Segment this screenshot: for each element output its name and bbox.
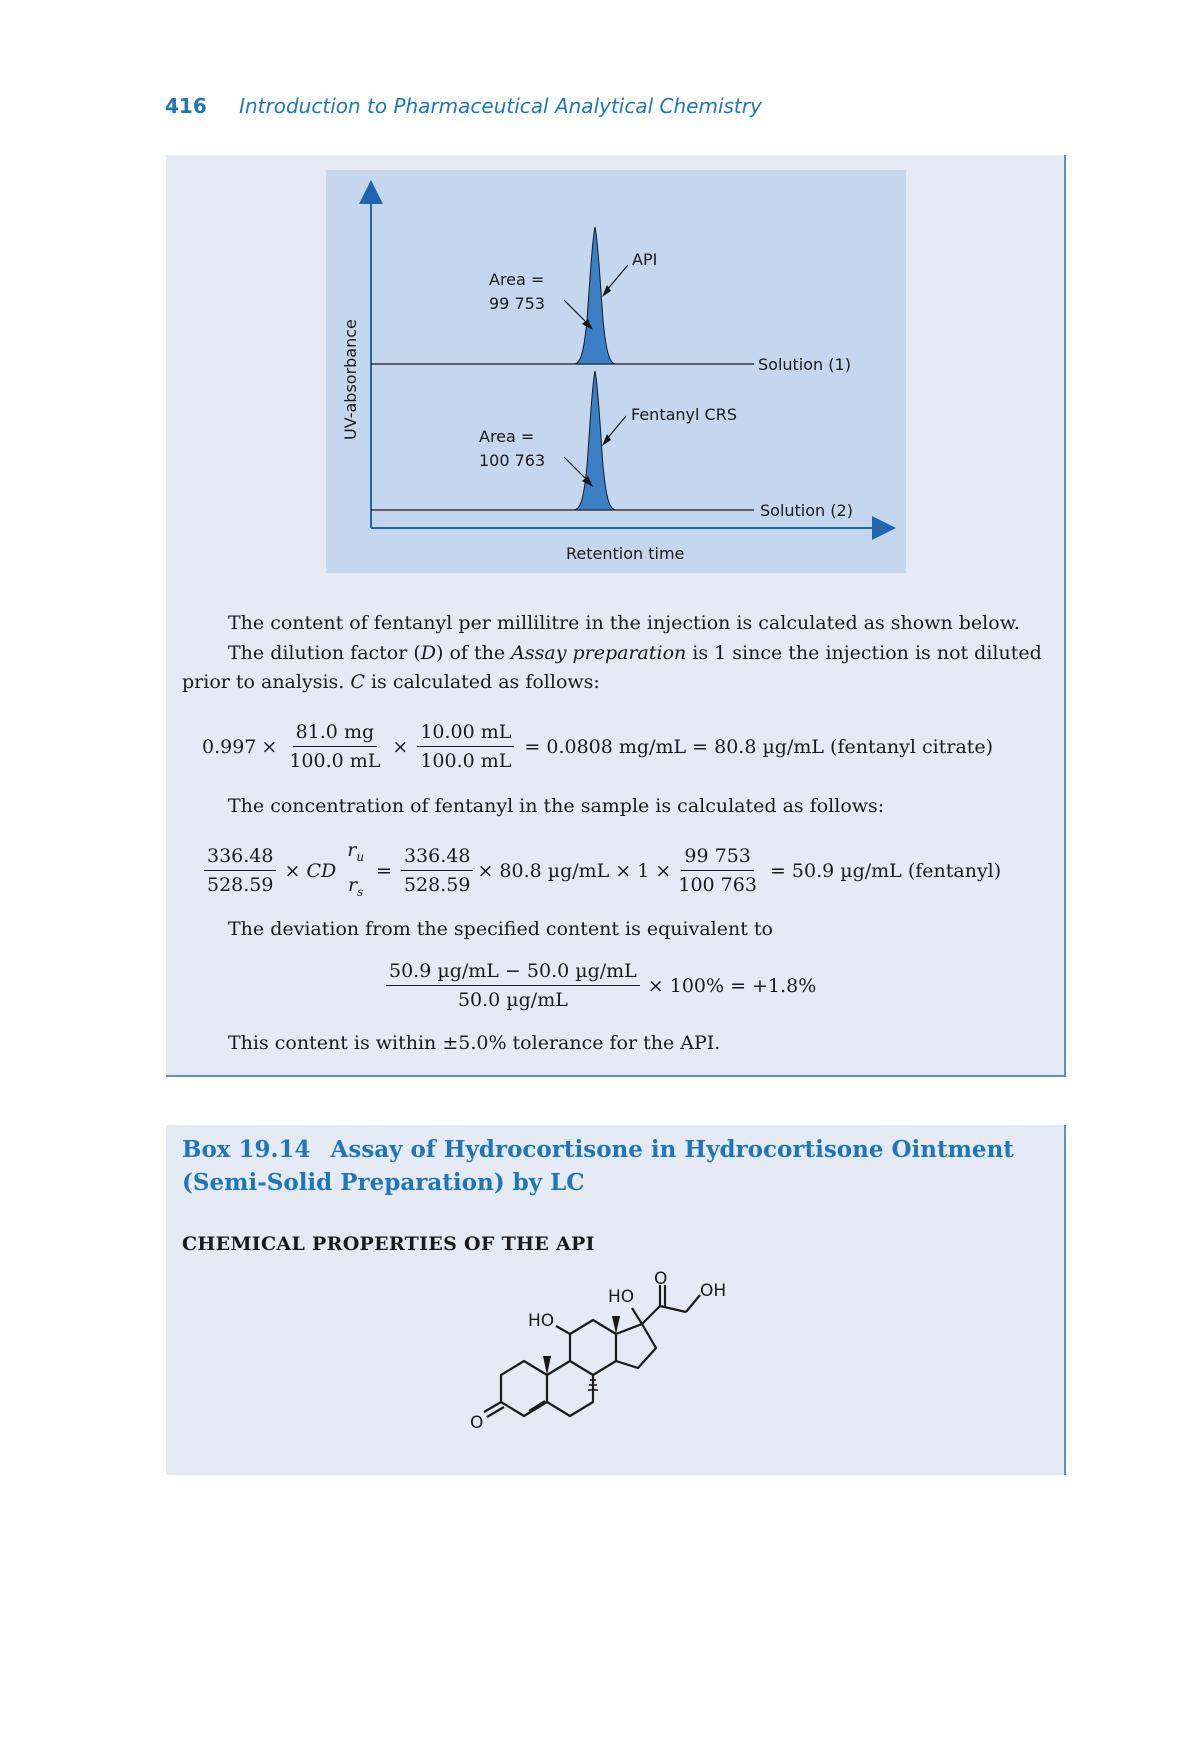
- eq3-num: 50.9 µg/mL − 50.0 µg/mL: [386, 959, 640, 986]
- paragraph-1: The content of fentanyl per millilitre in the injection is calculated as shown below.: [228, 612, 1020, 634]
- box-title-line1: Assay of Hydrocortisone in Hydrocortisone Ointment: [330, 1136, 1014, 1163]
- p2-text-c: is 1 since the injection is not diluted: [686, 642, 1042, 664]
- eq2-rs: r: [348, 873, 358, 896]
- eq2-fraction-1: [204, 844, 276, 897]
- eq1-f1-num: 81.0 mg: [293, 720, 378, 747]
- chromatogram-svg: [326, 170, 906, 573]
- eq1-times-1: ×: [261, 735, 278, 758]
- solution2-label: Solution (2): [760, 501, 853, 520]
- oh-11-bond: [556, 1326, 570, 1334]
- solution1-label: Solution (1): [758, 355, 851, 374]
- running-head: [165, 94, 762, 118]
- eq2-f2-den: 528.59: [403, 874, 471, 897]
- crs-label: Fentanyl CRS: [631, 405, 737, 424]
- label-oh: OH: [700, 1281, 727, 1301]
- y-axis-label: UV-absorbance: [341, 319, 360, 440]
- p2-text-b: ) of the: [436, 642, 512, 664]
- area2-label: Area =: [479, 427, 535, 446]
- hydrocortisone-structure: [466, 1269, 796, 1470]
- eq2-f3-num: 99 753: [681, 844, 753, 871]
- paragraph-4: The concentration of fentanyl in the sample is calculated as follows:: [228, 795, 885, 817]
- eq2-rs-sub: s: [357, 884, 364, 899]
- chromatogram-figure: [326, 170, 906, 573]
- paragraph-2: [206, 638, 1042, 668]
- page-number: 416: [165, 94, 207, 118]
- eq1-factor: 0.997: [202, 735, 257, 758]
- x-axis-label: Retention time: [566, 544, 685, 563]
- ring-b: [547, 1361, 593, 1416]
- p2-symbol-d: D: [420, 642, 437, 664]
- eq3-den: 50.0 µg/mL: [457, 989, 568, 1011]
- label-o-top: O: [654, 1269, 668, 1289]
- eq2-f1-den: 528.59: [207, 874, 274, 897]
- p3-text-a: prior to analysis.: [182, 671, 351, 693]
- box-19-14: [166, 1125, 1066, 1475]
- area1-value: 99 753: [489, 294, 545, 313]
- ring-a-double-bond: [529, 1401, 545, 1411]
- label-ho-top: HO: [608, 1287, 635, 1307]
- eq2-cd: × CD: [284, 859, 337, 882]
- crs-pointer: [606, 416, 626, 440]
- eq2-f3-den: 100 763: [678, 874, 757, 897]
- eq1-rhs: = 0.0808 mg/mL = 80.8 µg/mL (fentanyl citrate): [524, 735, 994, 758]
- eq1-times-2: ×: [392, 735, 409, 758]
- paragraph-3: [182, 667, 600, 697]
- p2-italic-term: Assay preparation: [511, 642, 687, 664]
- side-chain-2: [660, 1306, 686, 1312]
- eq1-f2-den: 100.0 mL: [420, 750, 512, 772]
- label-ho-left: HO: [528, 1311, 555, 1331]
- p2-text-a: The dilution factor (: [228, 642, 421, 664]
- eq1-f2-num: 10.00 mL: [417, 720, 514, 747]
- eq2-ru-sub: u: [356, 849, 365, 864]
- api-pointer: [606, 265, 628, 291]
- paragraph-6: This content is within ±5.0% tolerance for the API.: [228, 1032, 721, 1054]
- box-number: Box 19.14: [182, 1136, 311, 1163]
- equation-3: [382, 959, 816, 1012]
- eq1-fraction-1: [286, 720, 383, 773]
- side-chain-1: [642, 1306, 660, 1324]
- eq3-fraction: [386, 959, 640, 1012]
- area1-label: Area =: [489, 270, 545, 289]
- book-title: Introduction to Pharmaceutical Analytical Chemistry: [239, 94, 762, 118]
- area1-pointer: [564, 300, 589, 325]
- area2-value: 100 763: [479, 451, 546, 470]
- eq1-f1-den: 100.0 mL: [289, 750, 381, 772]
- eq2-fraction-3: [675, 844, 760, 897]
- eq2-fraction-2: [401, 844, 473, 897]
- eq2-ratio: [344, 838, 367, 904]
- oh-17-bond: [632, 1308, 642, 1324]
- p3-text-b: is calculated as follows:: [364, 671, 600, 693]
- eq2-equals: =: [376, 859, 392, 882]
- worked-example-box: [166, 155, 1066, 1077]
- area2-pointer: [564, 457, 589, 482]
- p3-symbol-c: C: [350, 671, 365, 693]
- section-heading: CHEMICAL PROPERTIES OF THE API: [182, 1233, 595, 1255]
- label-o-bottom: O: [470, 1413, 484, 1433]
- eq2-ru: r: [347, 839, 357, 861]
- ring-a: [501, 1361, 547, 1416]
- eq3-rhs: × 100% = +1.8%: [647, 974, 817, 997]
- eq2-rhs: = 50.9 µg/mL (fentanyl): [769, 859, 1002, 882]
- equation-1: [202, 720, 993, 773]
- box-title: [182, 1133, 1014, 1199]
- eq1-fraction-2: [417, 720, 514, 773]
- trace1-peak: [574, 227, 616, 364]
- ring-d: [616, 1324, 656, 1368]
- eq2-f2-num: 336.48: [401, 844, 473, 871]
- side-chain-3: [686, 1295, 700, 1312]
- eq2-f1-num: 336.48: [204, 844, 276, 871]
- box-title-line2: (Semi-Solid Preparation) by LC: [182, 1169, 585, 1196]
- ring-c: [570, 1320, 616, 1375]
- equation-2: [200, 838, 1001, 904]
- eq2-middle: × 80.8 µg/mL × 1 ×: [477, 859, 672, 882]
- api-label: API: [632, 250, 658, 269]
- paragraph-5: The deviation from the specified content is equivalent to: [228, 918, 773, 940]
